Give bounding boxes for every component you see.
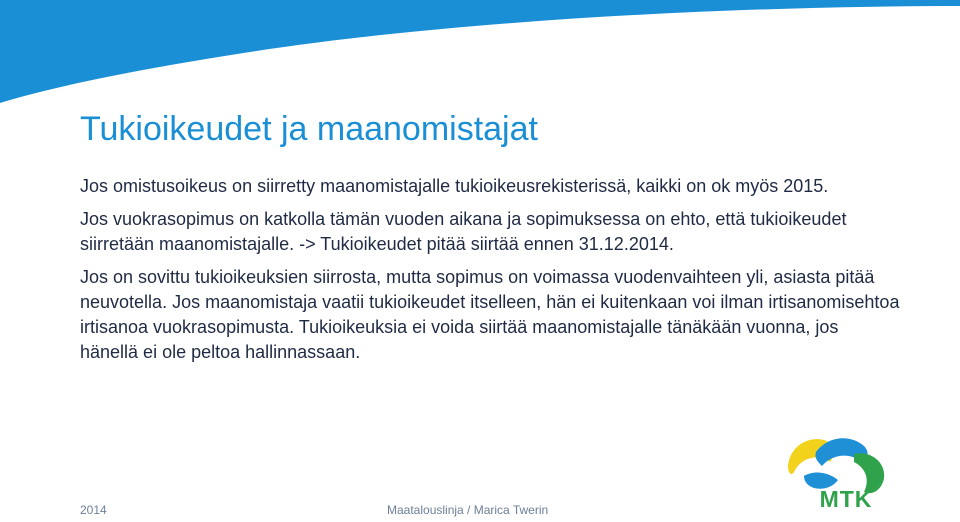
paragraph-2: Jos vuokrasopimus on katkolla tämän vuoden aikana ja sopimuksessa on ehto, että tukioikeudet siirretään maanomistajalle. -> Tukioikeudet pitää siirtää ennen 31.12.2014. [80,209,847,254]
slide-body [80,174,900,373]
slide-title: Tukioikeudet ja maanomistajat [80,110,538,148]
paragraph-1: Jos omistusoikeus on siirretty maanomistajalle tukioikeusrekisterissä, kaikki on ok myös 2015. [80,176,829,196]
paragraph-3: Jos on sovittu tukioikeuksien siirrosta, mutta sopimus on voimassa vuodenvaihteen yli, asiasta pitää neuvotella. Jos maanomistaja vaatii tukioikeudet itselleen, hän ei kuitenkaan voi ilman irtisanomisehtoa irtisanoa vuokrasopimusta. Tukioikeuksia ei voida siirtää maanomistajalle tänäkään vuonna, jos hänellä ei ole peltoa hallinnassaan. [80,267,900,362]
mtk-logo-text: MTK [819,486,873,512]
footer-year: 2014 [80,503,107,517]
footer-presenter: Maatalouslinja / Marica Twerin [387,503,549,517]
header-wave [0,0,960,110]
